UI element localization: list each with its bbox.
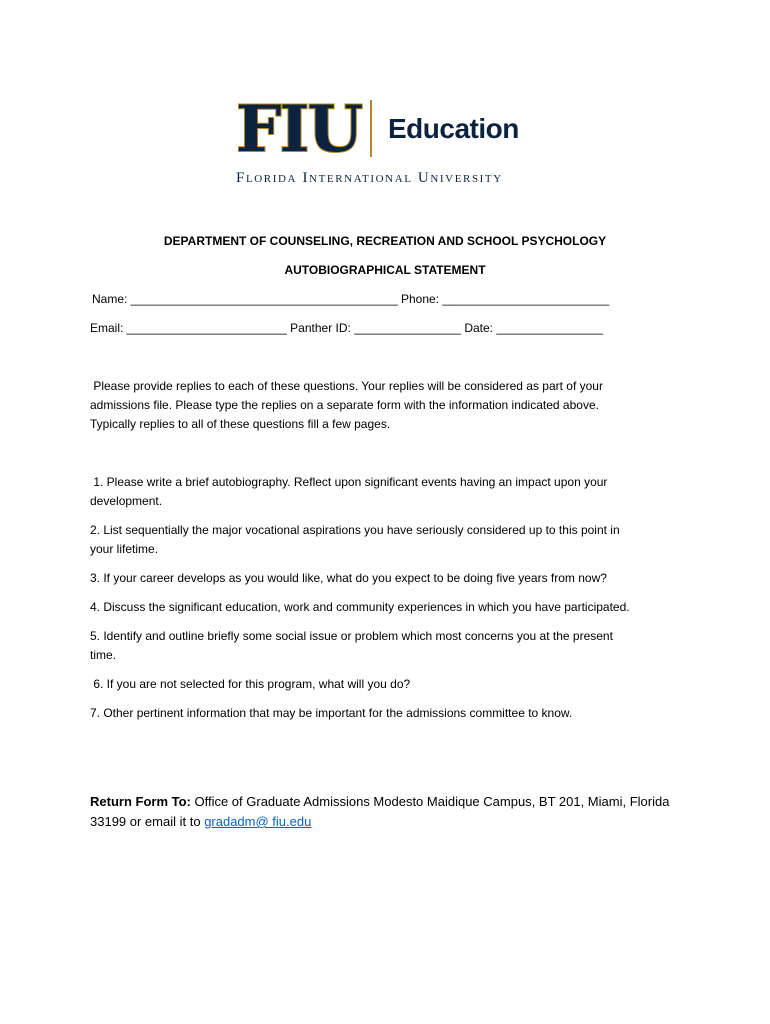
question-line: your lifetime. bbox=[90, 542, 159, 556]
question-line: 1. Please write a brief autobiography. Reflect upon significant events having an impact upon your bbox=[90, 475, 608, 489]
name-phone-line: Name: ________________________________________ Phone: _________________________ bbox=[92, 292, 610, 306]
question-3 bbox=[90, 569, 680, 588]
intro-paragraph bbox=[90, 377, 680, 434]
question-line: 6. If you are not selected for this program, what will you do? bbox=[90, 677, 411, 691]
email-link[interactable]: gradadm@ fiu.edu bbox=[204, 814, 312, 829]
department-heading: DEPARTMENT OF COUNSELING, RECREATION AND SCHOOL PSYCHOLOGY bbox=[163, 234, 607, 248]
question-line: time. bbox=[90, 648, 117, 662]
question-line: development. bbox=[90, 494, 163, 508]
question-line: 2. List sequentially the major vocational aspirations you have seriously considered up to this point in bbox=[90, 523, 620, 537]
return-form-label: Return Form To: bbox=[90, 794, 191, 809]
question-6 bbox=[90, 675, 680, 694]
question-1 bbox=[90, 473, 680, 511]
question-7 bbox=[90, 704, 680, 723]
logo-divider bbox=[370, 100, 372, 157]
question-5 bbox=[90, 627, 680, 665]
email-id-date-line: Email: ________________________ Panther ID: ________________ Date: ________________ bbox=[90, 321, 604, 335]
logo-education-label: Education bbox=[388, 113, 519, 144]
intro-line: admissions file. Please type the replies on a separate form with the information indicated above. bbox=[90, 398, 599, 412]
return-form-line-2 bbox=[90, 812, 690, 832]
logo-university-name: Florida International University bbox=[236, 170, 503, 186]
return-form-line-1 bbox=[90, 792, 690, 812]
statement-title: AUTOBIOGRAPHICAL STATEMENT bbox=[284, 263, 486, 277]
return-form-section bbox=[90, 792, 690, 832]
question-4 bbox=[90, 598, 680, 617]
intro-line: Please provide replies to each of these questions. Your replies will be considered as part of your bbox=[90, 379, 603, 393]
return-form-address: Office of Graduate Admissions Modesto Maidique Campus, BT 201, Miami, Florida bbox=[190, 794, 670, 809]
return-form-zip: 33199 or email it to bbox=[90, 814, 205, 829]
fiu-wordmark: FIU bbox=[236, 92, 362, 167]
intro-line: Typically replies to all of these questions fill a few pages. bbox=[90, 417, 391, 431]
question-line: 7. Other pertinent information that may be important for the admissions committee to know. bbox=[90, 706, 573, 720]
question-line: 4. Discuss the significant education, work and community experiences in which you have participated. bbox=[90, 600, 630, 614]
question-line: 5. Identify and outline briefly some social issue or problem which most concerns you at the present bbox=[90, 629, 613, 643]
fiu-education-logo bbox=[236, 92, 556, 194]
question-line: 3. If your career develops as you would like, what do you expect to be doing five years from now? bbox=[90, 571, 607, 585]
question-2 bbox=[90, 521, 680, 559]
